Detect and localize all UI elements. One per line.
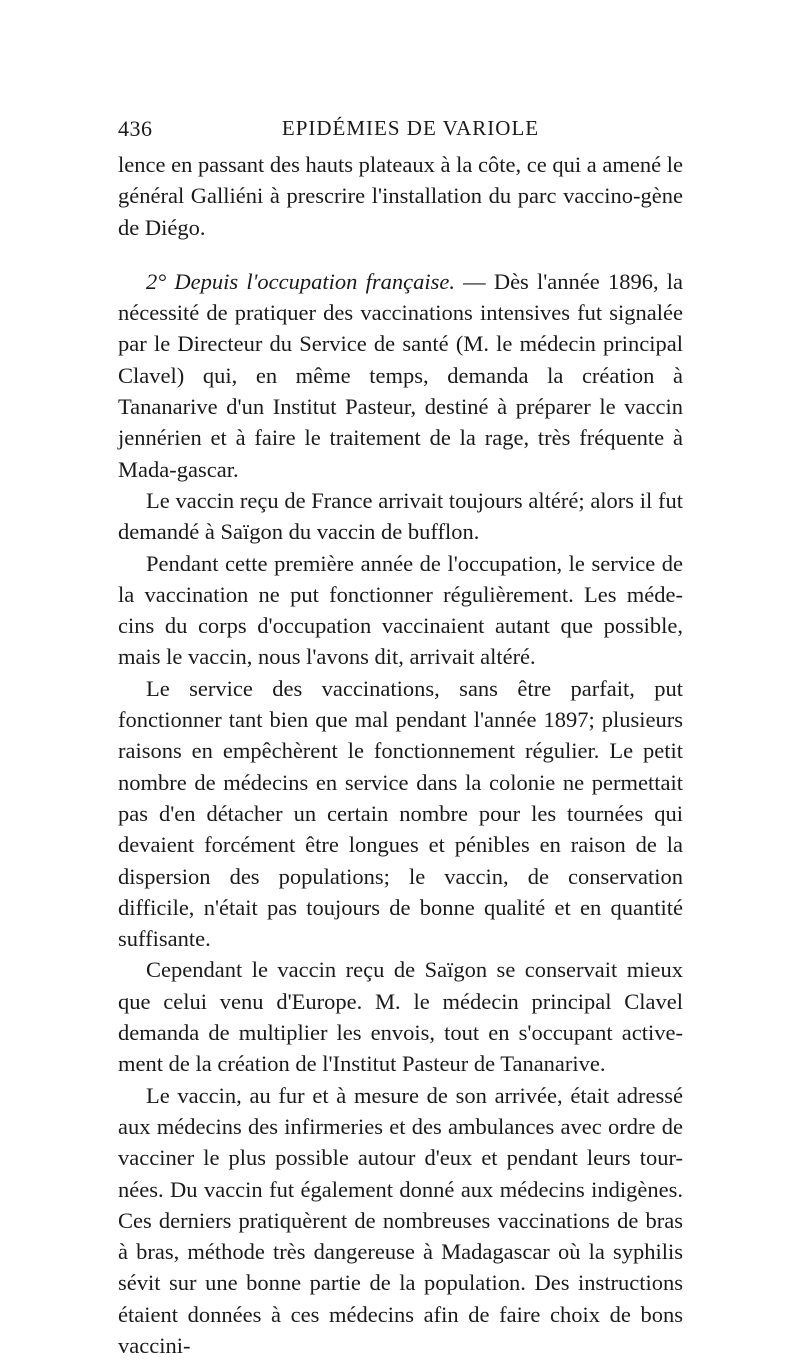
page-number: 436	[118, 116, 153, 141]
paragraph: Le service des vaccinations, sans être parfait, put fonctionner tant bien que mal pendant l'année 1897; plusieurs raisons en empêchèrent le fonctionnement régulier. Le petit nombre de médecins en service dans la colonie ne permettait pas d'en détacher un certain nombre pour les tournées qui devaient forcément être longues et pénibles en raison de la dispersion des populations; le vaccin, de conservation difficile, n'était pas toujours de bonne qualité et en quantité suffisante.	[118, 675, 683, 952]
running-title: EPIDÉMIES DE VARIOLE	[281, 116, 540, 140]
body-text	[118, 149, 683, 1361]
paragraph-continuation: lence en passant des hauts plateaux à la côte, ce qui a amené le général Galliéni à prescrire l'installation du parc vaccino-gène de Diégo.	[118, 152, 683, 240]
paragraph: Le vaccin reçu de France arrivait toujours altéré; alors il fut demandé à Saïgon du vaccin de bufflon.	[118, 487, 683, 545]
page-header	[118, 116, 683, 146]
paragraph: Cependant le vaccin reçu de Saïgon se conservait mieux que celui venu d'Europe. M. le médecin principal Clavel demanda de multiplier les envois, tout en s'occupant active-ment de la création de l'Institut Pasteur de Tananarive.	[118, 957, 683, 1077]
paragraph: Pendant cette première année de l'occupation, le service de la vaccination ne put fonctionner régulièrement. Les méde-cins du corps d'occupation vaccinaient autant que possible, mais le vaccin, nous l'avons dit, arrivait altéré.	[118, 550, 683, 670]
paragraph: Le vaccin, au fur et à mesure de son arrivée, était adressé aux médecins des infirmeries et des ambulances avec ordre de vacciner le plus possible autour d'eux et pendant leurs tour-nées. Du vaccin fut également donné aux médecins indigènes. Ces derniers pratiquèrent de nombreuses vaccinations de bras à bras, méthode très dangereuse à Madagascar où la syphilis sévit sur une bonne partie de la population. Des instructions étaient données à ces médecins afin de faire choix de bons vaccini-	[118, 1082, 683, 1358]
paragraph-section-2: 2° Depuis l'occupation française. — Dès l'année 1896, la nécessité de pratiquer des vaccinations intensives fut signalée par le Directeur du Service de santé (M. le médecin principal Clavel) qui, en même temps, demanda la création à Tananarive d'un Institut Pasteur, destiné à préparer le vaccin jennérien et à faire le traitement de la rage, très fréquente à Mada-gascar.	[118, 268, 683, 482]
section-heading: 2° Depuis l'occupation française.	[146, 268, 455, 294]
